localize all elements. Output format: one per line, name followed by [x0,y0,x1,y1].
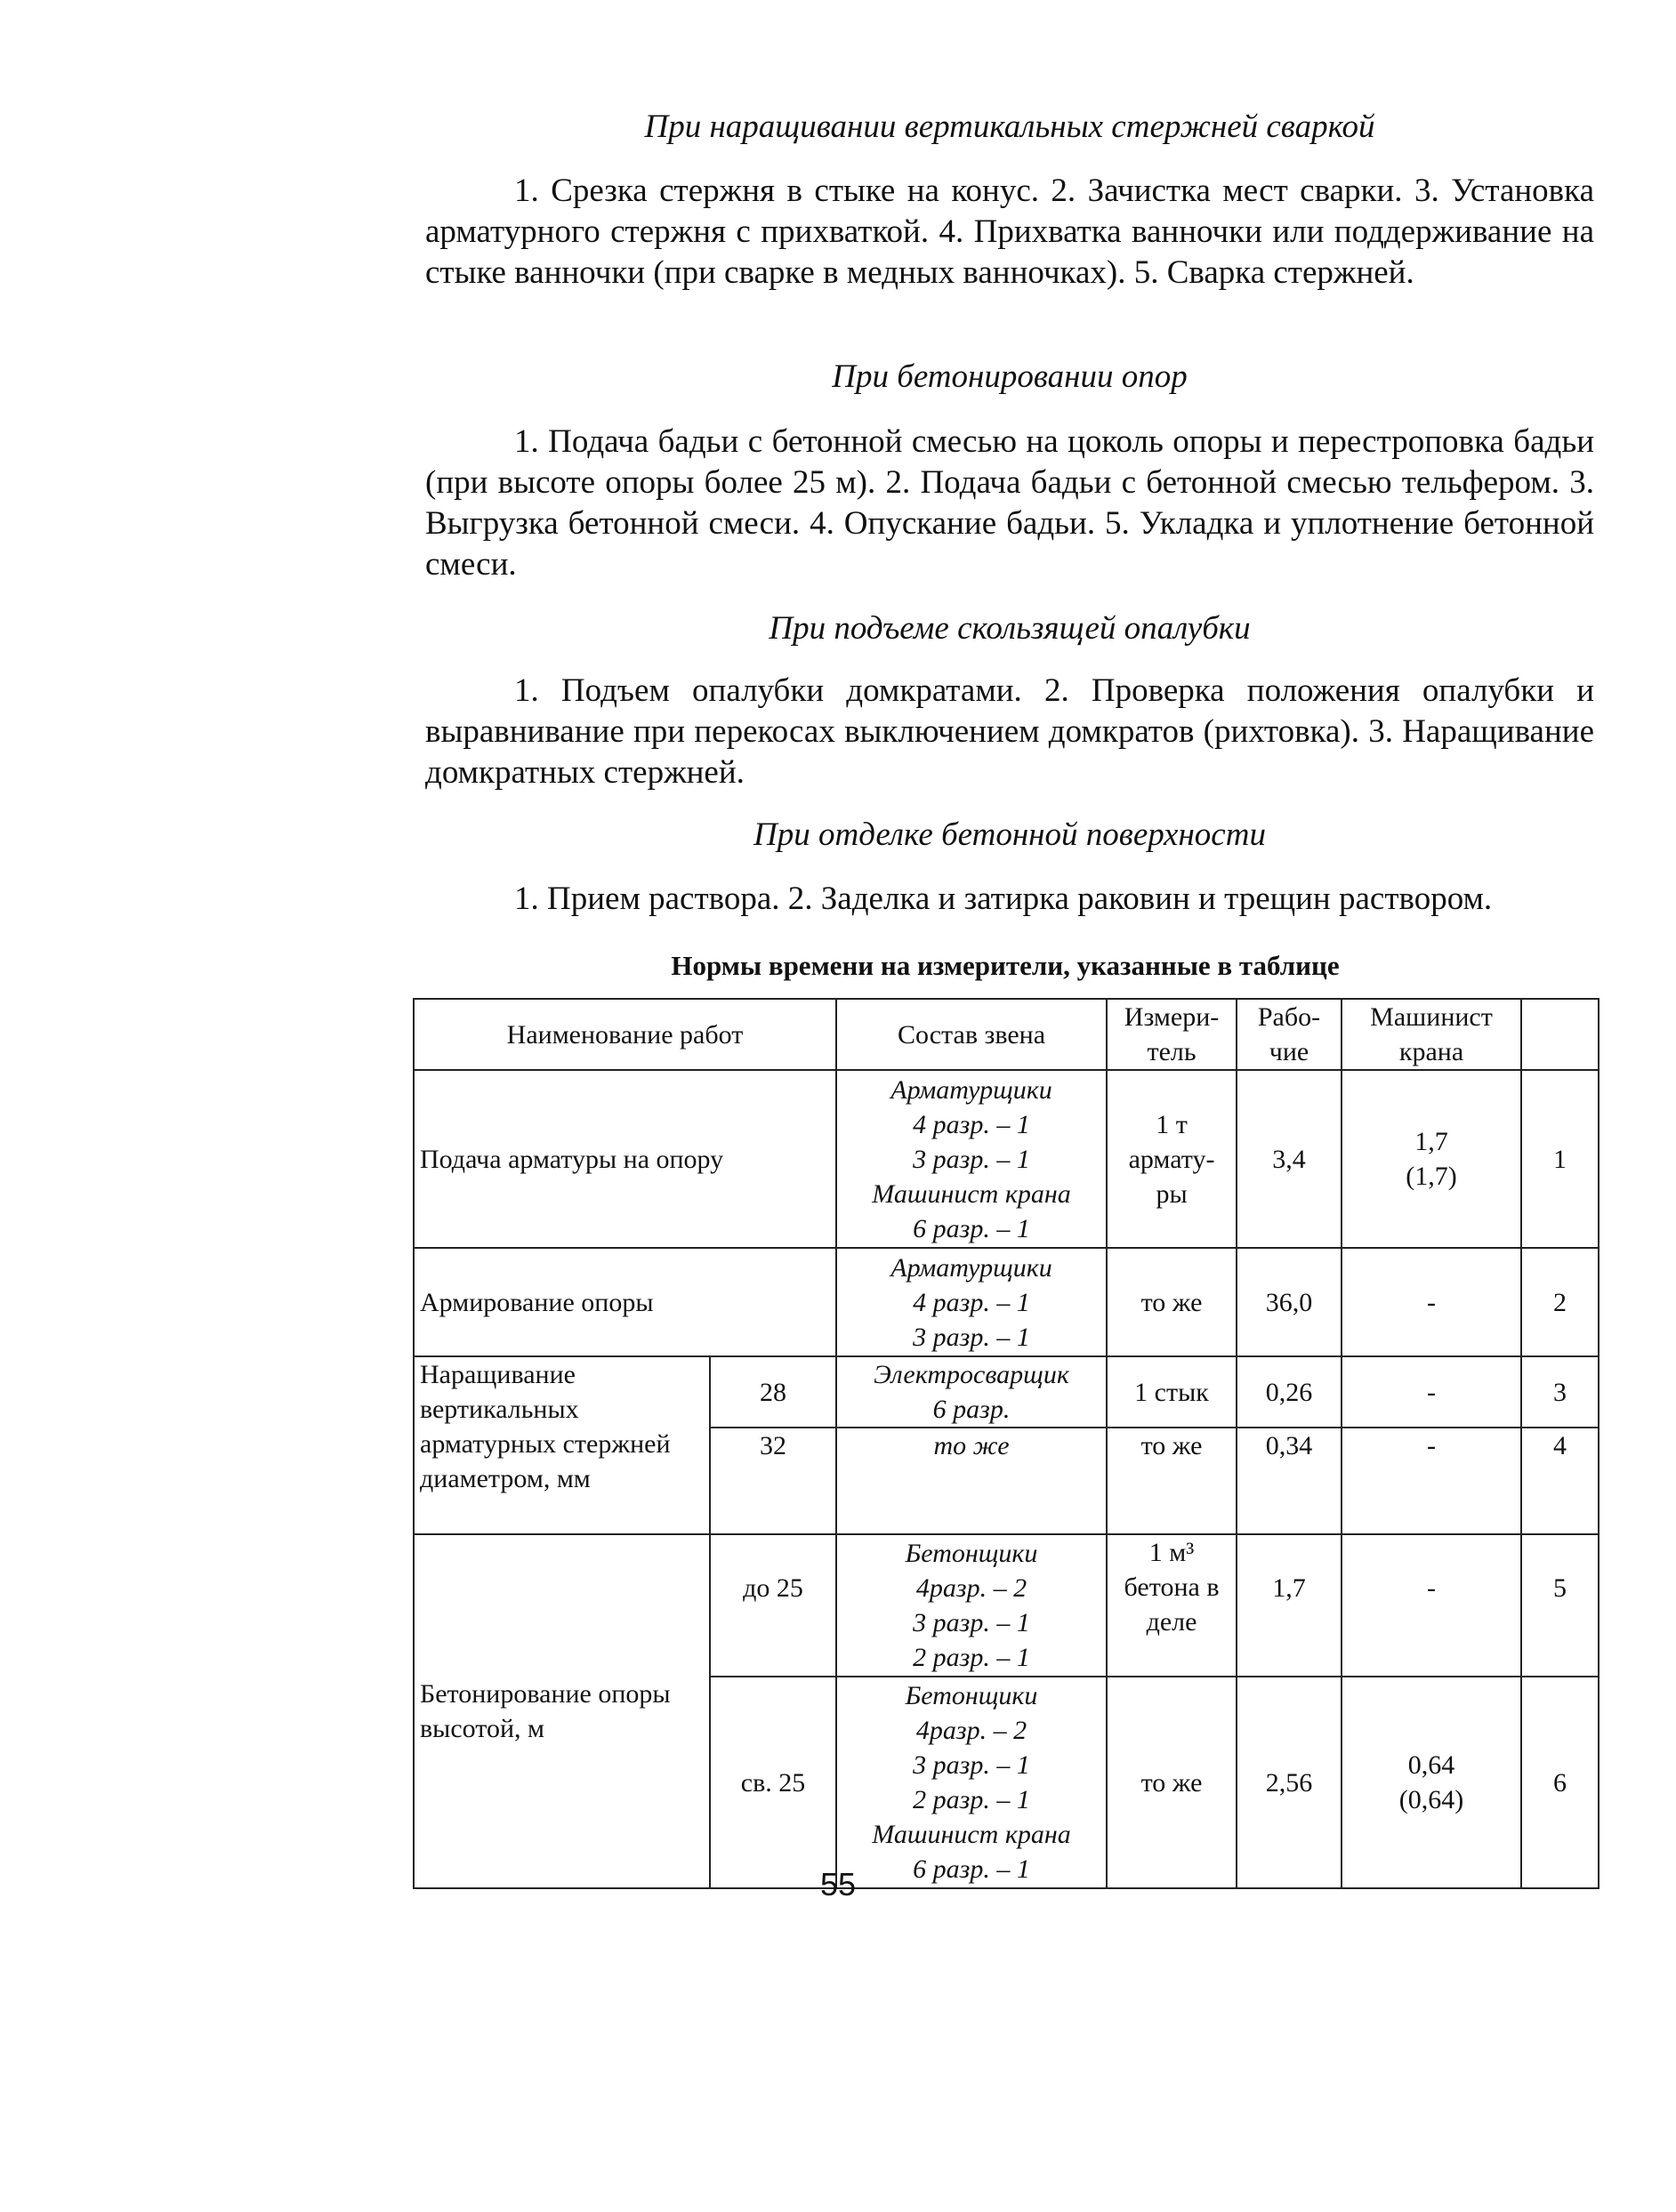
cell-param: св. 25 [710,1677,836,1888]
cell-workers: 0,26 [1237,1356,1342,1428]
section-heading-formwork: При подъеме скользящей опалубки [769,610,1251,647]
header-operator [1342,999,1521,1070]
cell-unit [1107,1534,1237,1677]
crew-line: 4 разр. – 1 [913,1287,1030,1317]
crew-line: 4разр. – 2 [915,1716,1027,1745]
header-unit-line1: Измери- [1124,1002,1220,1032]
crew-line: Бетонщики [905,1681,1038,1710]
crew-line: 3 разр. – 1 [913,1322,1030,1352]
crew-line: 6 разр. – 1 [913,1854,1030,1884]
crew-line: 3 разр. – 1 [913,1144,1030,1174]
section-body-formwork [425,671,1594,793]
table-row [414,1248,1599,1356]
cell-unit: то же [1107,1248,1237,1356]
cell-number: 1 [1521,1070,1599,1248]
crew-line: 6 разр. – 1 [913,1213,1030,1243]
operator-line: (0,64) [1398,1785,1464,1814]
table-header-row [414,999,1599,1070]
cell-work: Подача арматуры на опору [414,1070,836,1248]
cell-param: 32 [710,1428,836,1534]
header-work: Наименование работ [414,999,836,1070]
cell-unit: то же [1107,1428,1237,1534]
unit-line: бетона в [1124,1573,1220,1602]
unit-line: деле [1146,1607,1197,1637]
cell-operator: - [1342,1428,1521,1534]
paragraph: 1. Срезка стержня в стыке на конус. 2. Зачистка мест сварки. 3. Установка арматурного стержня с прихваткой. 4. Прихватка ванночки или поддерживание на стыке ванночки (при сварке в медных ванночках). 5. Сварка стержней. [425,173,1594,291]
page-number: 55 [819,1866,857,1902]
crew-line: Арматурщики [890,1252,1052,1283]
table-title: Нормы времени на измерители, указанные в таблице [671,950,1340,981]
section-heading-finishing: При отделке бетонной поверхности [753,816,1266,853]
header-workers [1237,999,1342,1070]
paragraph: 1. Подача бадьи с бетонной смесью на цоколь опоры и перестроповка бадьи (при высоте опоры более 25 м). 2. Подача бадьи с бетонной смесью тельфером. 3. Выгрузка бетонной смеси. 4. Опускание бадьи. 5. Укладка и уплотнение бетонной смеси. [425,423,1594,583]
crew-line: 4разр. – 2 [915,1573,1027,1603]
cell-work-group-welding: Наращивание вертикальных арматурных стержней диаметром, мм [414,1356,710,1534]
header-number [1521,999,1599,1070]
header-operator-line1: Машинист [1370,1002,1493,1032]
cell-workers: 36,0 [1237,1248,1342,1356]
section-body-finishing [425,879,1594,920]
cell-param: 28 [710,1356,836,1428]
crew-line: 4 разр. – 1 [913,1109,1030,1139]
section-body-welding [425,171,1594,294]
operator-line: (1,7) [1406,1162,1457,1191]
cell-crew [836,1677,1107,1888]
norms-table [413,998,1599,1889]
cell-workers: 2,56 [1237,1677,1342,1888]
crew-line: Машинист крана [872,1820,1071,1849]
cell-work: Армирование опоры [414,1248,836,1356]
crew-line: Электросварщик [874,1360,1069,1389]
cell-crew: то же [836,1428,1107,1534]
paragraph: 1. Прием раствора. 2. Заделка и затирка раковин и трещин раствором. [514,881,1493,917]
cell-unit [1107,1070,1237,1248]
table-row [414,1534,1599,1677]
cell-crew [836,1356,1107,1428]
cell-operator: - [1342,1534,1521,1677]
cell-number: 5 [1521,1534,1599,1677]
crew-line: 3 разр. – 1 [913,1608,1030,1637]
cell-unit: 1 стык [1107,1356,1237,1428]
cell-unit: то же [1107,1677,1237,1888]
cell-workers: 0,34 [1237,1428,1342,1534]
header-unit [1107,999,1237,1070]
crew-line: Машинист крана [872,1178,1071,1209]
header-crew: Состав звена [836,999,1107,1070]
table-row [414,1070,1599,1248]
cell-operator [1342,1070,1521,1248]
cell-operator [1342,1677,1521,1888]
operator-line: 0,64 [1407,1750,1455,1780]
crew-line: 6 разр. [932,1395,1011,1424]
cell-number: 2 [1521,1248,1599,1356]
cell-crew [836,1534,1107,1677]
unit-line: 1 м³ [1148,1538,1195,1567]
unit-line: армату- [1128,1144,1215,1174]
crew-line: Бетонщики [905,1539,1038,1568]
cell-workers: 1,7 [1237,1534,1342,1677]
crew-line: Арматурщики [890,1074,1052,1105]
header-workers-line2: чие [1269,1037,1309,1066]
section-heading-concreting: При бетонировании опор [832,358,1188,395]
cell-number: 6 [1521,1677,1599,1888]
unit-line: ры [1156,1178,1188,1209]
cell-number: 3 [1521,1356,1599,1428]
cell-workers: 3,4 [1237,1070,1342,1248]
section-heading-welding: При наращивании вертикальных стержней сваркой [644,109,1375,145]
header-unit-line2: тель [1147,1037,1197,1066]
crew-line: 2 разр. – 1 [913,1643,1030,1672]
cell-crew [836,1070,1107,1248]
cell-operator: - [1342,1356,1521,1428]
cell-operator: - [1342,1248,1521,1356]
operator-line: 1,7 [1414,1127,1448,1156]
cell-number: 4 [1521,1428,1599,1534]
cell-crew [836,1248,1107,1356]
cell-work-group-concreting: Бетонирование опоры высотой, м [414,1534,710,1888]
table-row [414,1356,1599,1428]
section-body-concreting [425,422,1594,585]
cell-param: до 25 [710,1534,836,1677]
header-workers-line1: Рабо- [1257,1002,1321,1032]
paragraph: 1. Подъем опалубки домкратами. 2. Проверка положения опалубки и выравнивание при перекосах выключением домкратов (рихтовка). 3. Наращивание домкратных стержней. [425,672,1594,791]
crew-line: 2 разр. – 1 [913,1785,1030,1814]
unit-line: 1 т [1156,1109,1188,1139]
header-operator-line2: крана [1398,1037,1464,1066]
crew-line: 3 разр. – 1 [913,1750,1030,1780]
